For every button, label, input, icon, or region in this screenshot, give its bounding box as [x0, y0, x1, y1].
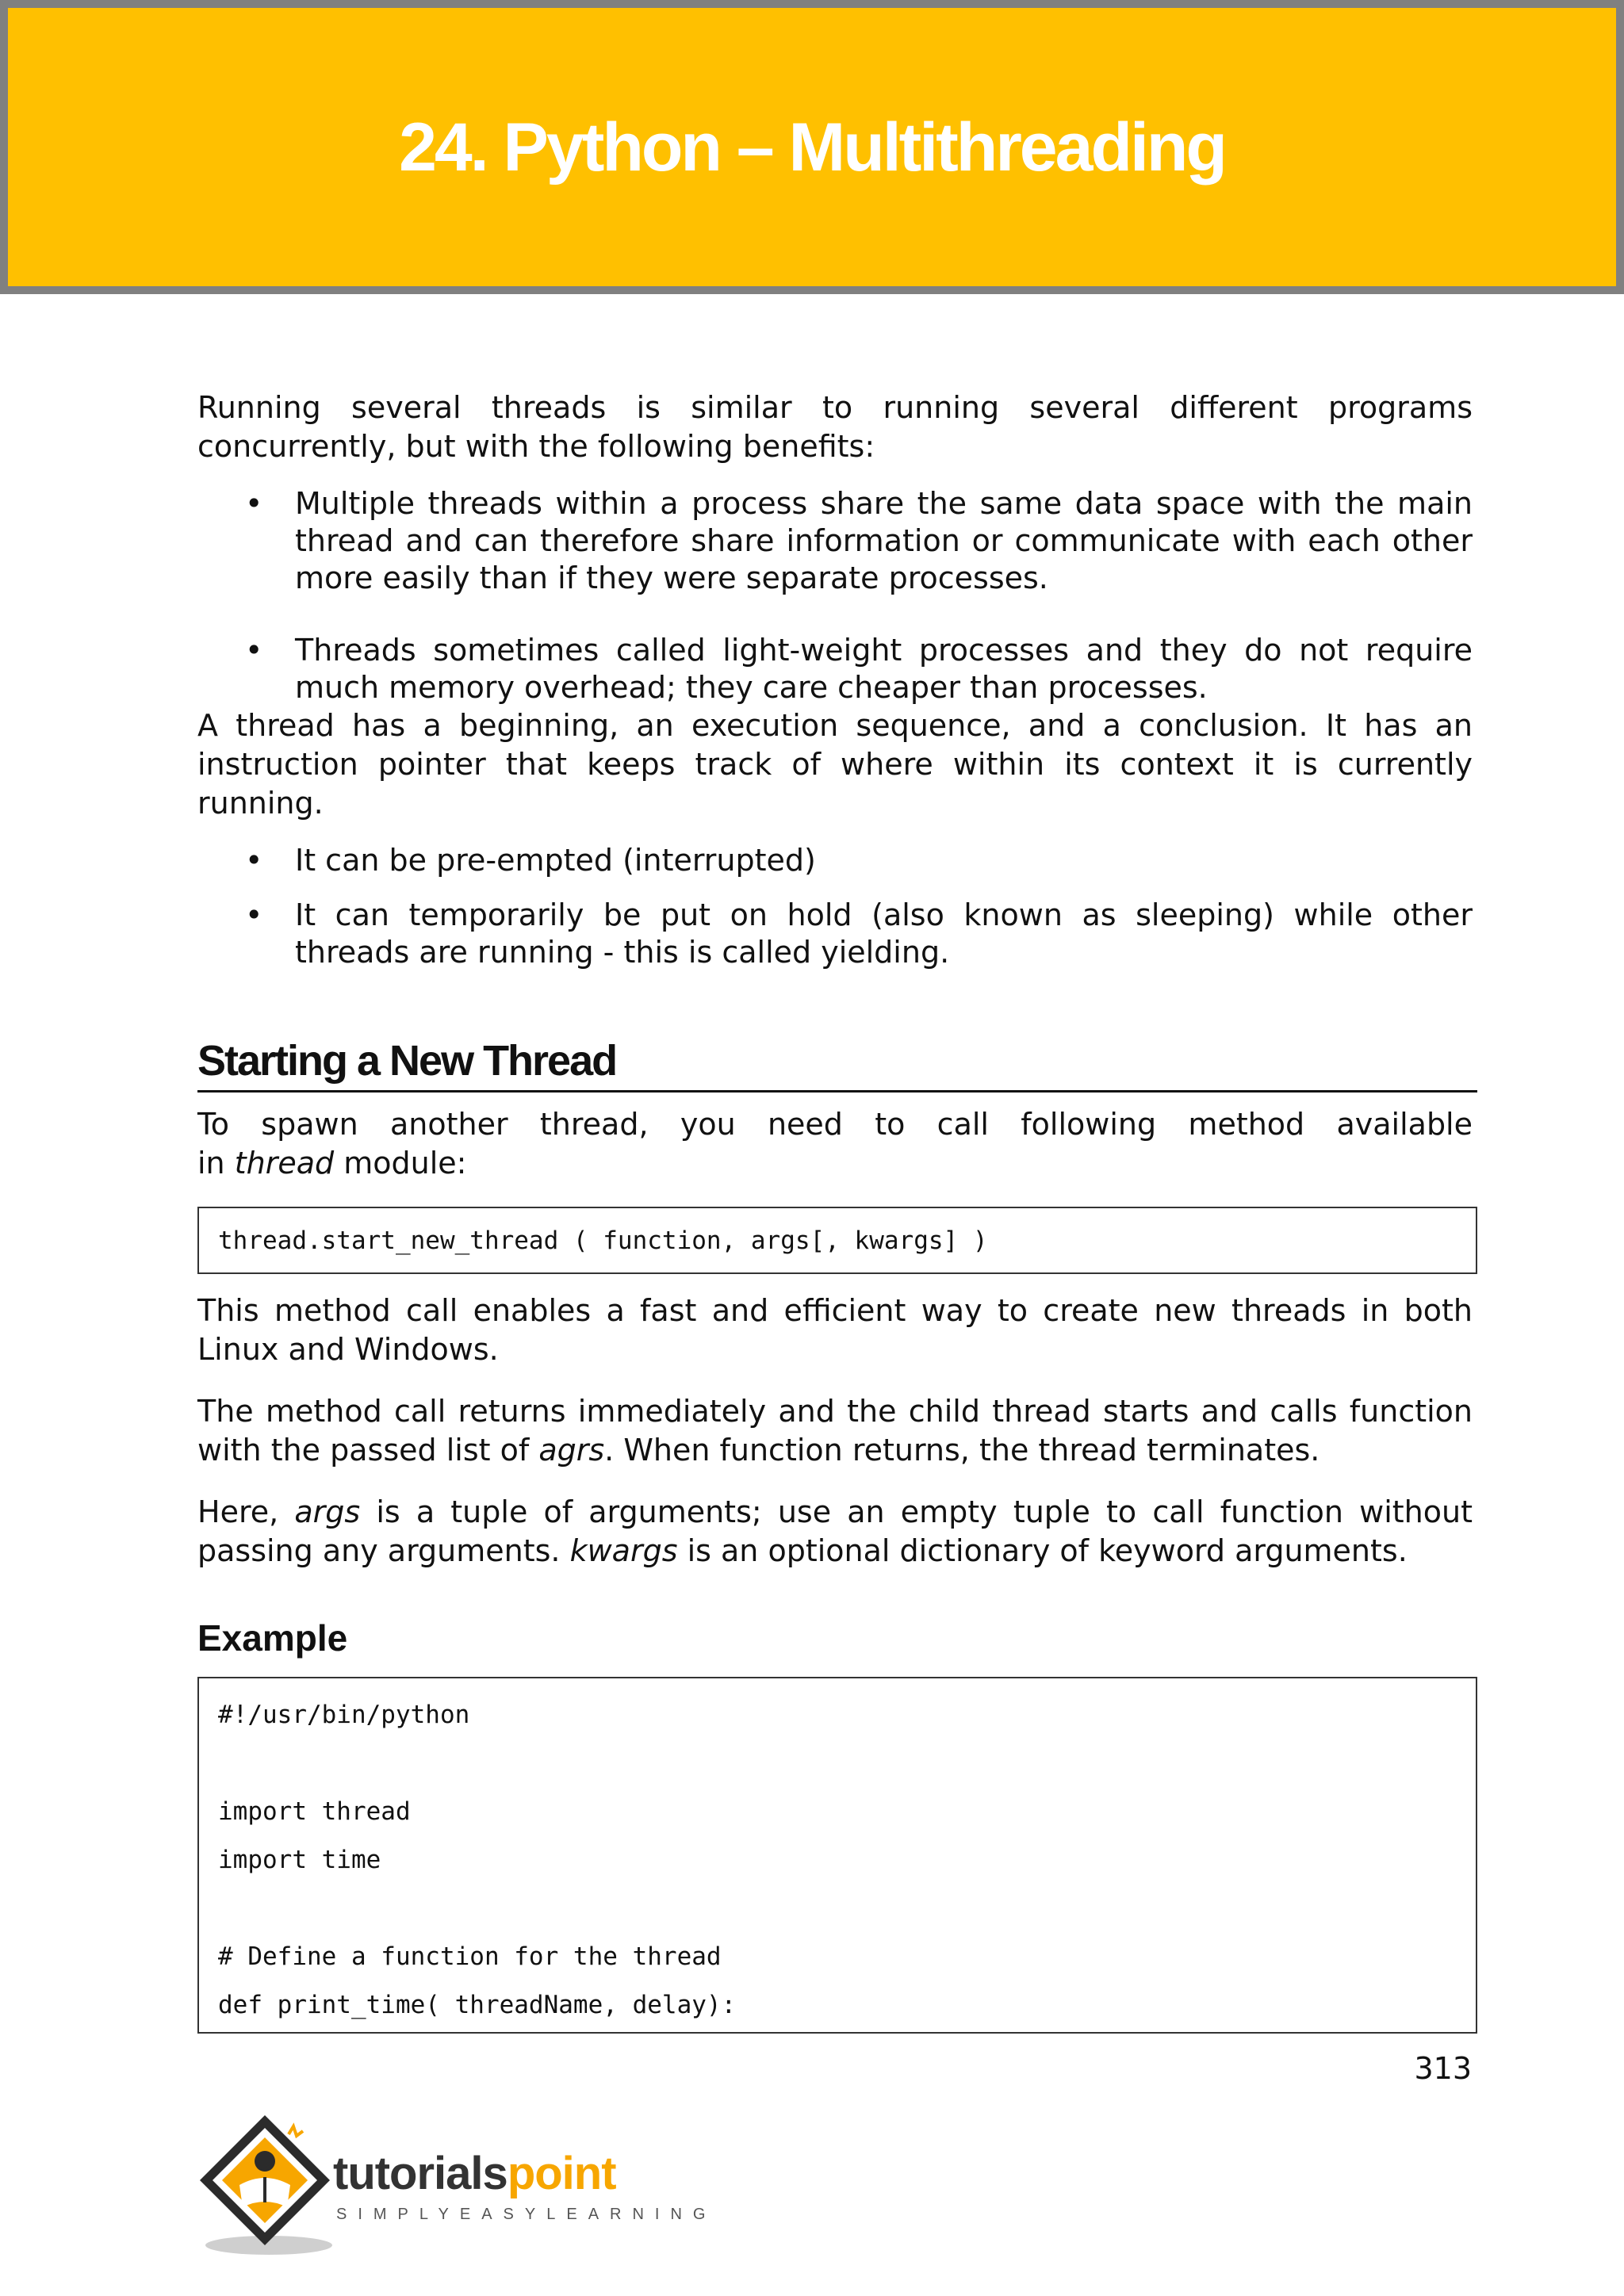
thread-description-paragraph: A thread has a beginning, an execution sequence, and a conclusion. It has an instruction pointer that keeps track of where within its context it is currently running.: [197, 708, 1473, 821]
args-text-1: Here,: [197, 1494, 295, 1529]
code-blank-line: [218, 1885, 1457, 1933]
code-line: # Define a function for the thread: [218, 1942, 722, 1971]
chapter-title: 24. Python – Multithreading: [399, 109, 1225, 186]
list-item: • It can temporarily be put on hold (also known as sleeping) while other threads are running - this is called yielding.: [197, 897, 1473, 971]
agrs-term: agrs: [538, 1433, 605, 1468]
efficiency-paragraph: This method call enables a fast and efficient way to create new threads in both Linux and Windows.: [197, 1293, 1473, 1367]
kwargs-term: kwargs: [569, 1533, 678, 1568]
example-heading: Example: [197, 1617, 348, 1659]
code-line: import thread: [218, 1797, 411, 1826]
page-number: 313: [1414, 2051, 1472, 2086]
signature-code: thread.start_new_thread ( function, args[, kwargs] ): [218, 1226, 988, 1255]
logo-brand: [333, 2149, 616, 2199]
tutorialspoint-logo: [193, 2109, 717, 2260]
code-blank-line: [218, 1739, 1457, 1788]
returns-text-2: . When function returns, the thread terminates.: [604, 1433, 1320, 1468]
logo-brand-dark: tutorials: [333, 2148, 508, 2199]
module-name: thread: [234, 1146, 335, 1181]
intro-paragraph: Running several threads is similar to running several different programs concurrently, but with the following benefits:: [197, 390, 1473, 464]
page-content: [197, 388, 1473, 2034]
spawn-paragraph-suffix: module:: [334, 1146, 467, 1181]
list-item: • Threads sometimes called light-weight processes and they do not require much memory overhead; they care cheaper than processes.: [197, 632, 1473, 706]
code-line: def print_time( threadName, delay):: [218, 1991, 737, 2019]
args-paragraph: [197, 1493, 1473, 1571]
signature-code-box: [197, 1207, 1477, 1274]
code-line: #!/usr/bin/python: [218, 1701, 470, 1729]
spawn-paragraph-prefix: in: [197, 1146, 235, 1181]
returns-paragraph: [197, 1392, 1473, 1470]
chapter-banner: [0, 0, 1624, 294]
example-code-box: [197, 1677, 1477, 2034]
list-item: • Multiple threads within a process share the same data space with the main thread and can therefore share information or communicate with each other more easily than if they were separate processes.: [197, 485, 1473, 597]
spawn-paragraph-line1: To spawn another thread, you need to call following method available: [197, 1107, 1473, 1142]
logo-emblem-icon: [193, 2109, 336, 2260]
returns-text-1: The method call returns immediately and the child thread starts and calls function with the passed list of: [197, 1394, 1473, 1468]
code-line: import time: [218, 1846, 381, 1874]
section-heading: Starting a New Thread: [197, 1036, 1477, 1093]
thread-properties-list: [197, 842, 1473, 971]
args-term: args: [294, 1494, 361, 1529]
args-text-2: is a tuple of arguments; use an empty tuple to call function without passing any arguments.: [197, 1494, 1473, 1568]
logo-tagline: SIMPLYEASYLEARNING: [336, 2206, 717, 2223]
spawn-paragraph: [197, 1105, 1473, 1183]
logo-brand-orange: point: [507, 2148, 616, 2199]
list-item: • It can be pre-empted (interrupted): [197, 842, 1473, 879]
benefits-list: [197, 485, 1473, 706]
args-text-3: is an optional dictionary of keyword arguments.: [677, 1533, 1408, 1568]
